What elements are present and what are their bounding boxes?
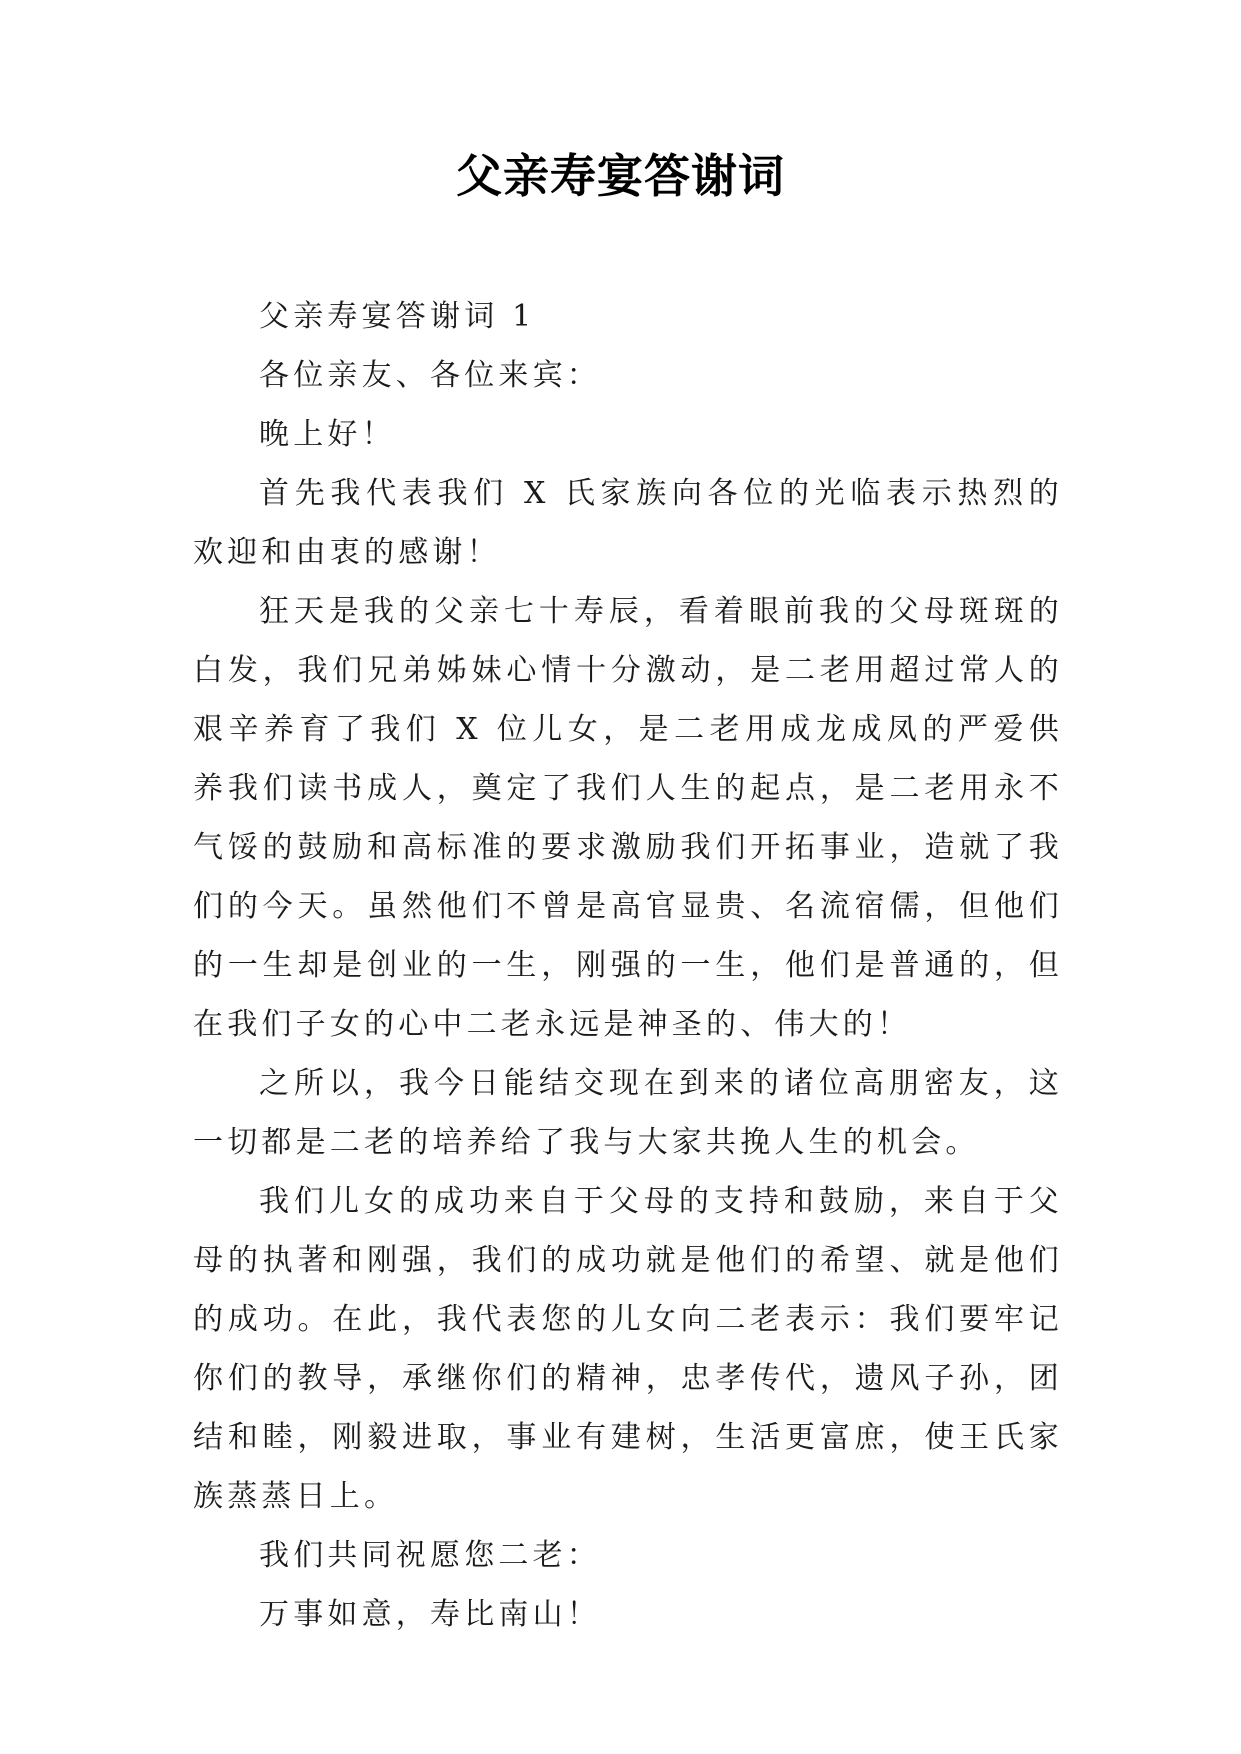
paragraph-welcome: 首先我代表我们 X 氏家族向各位的光临表示热烈的欢迎和由衷的感谢！ [193, 476, 1063, 570]
paragraph-gratitude: 狂天是我的父亲七十寿辰，看着眼前我的父母斑斑的白发，我们兄弟姊妹心情十分激动，是二老用超过常人的艰辛养育了我们 X 位儿女，是二老用成龙成凤的严爱供养我们读书成人，奠定了我们人生的起点，是二老用永不气馁的鼓励和高标准的要求激励我们开拓事业，造就了我们的今天。虽然他们不曾是高官显贵、名流宿儒，但他们的一生却是创业的一生，刚强的一生，他们是普通的，但在我们子女的心中二老永远是神圣的、伟大的！ [193, 594, 1063, 1042]
section-heading: 父亲寿宴答谢词 1 [259, 299, 536, 334]
paragraph-wish-intro: 我们共同祝愿您二老： [259, 1538, 601, 1573]
document-title: 父亲寿宴答谢词 [456, 149, 785, 203]
paragraph-friends: 之所以，我今日能结交现在到来的诸位高朋密友，这一切都是二老的培养给了我与大家共挽人生的机会。 [193, 1066, 1063, 1160]
salutation: 各位亲友、各位来宾： [259, 358, 601, 393]
paragraph-wish: 万事如意，寿比南山！ [259, 1597, 601, 1632]
document-body [193, 287, 1063, 1644]
paragraph-pledge: 我们儿女的成功来自于父母的支持和鼓励，来自于父母的执著和刚强，我们的成功就是他们的希望、就是他们的成功。在此，我代表您的儿女向二老表示：我们要牢记你们的教导，承继你们的精神，忠孝传代，遗风子孙，团结和睦，刚毅进取，事业有建树，生活更富庶，使王氏家族蒸蒸日上。 [193, 1184, 1063, 1514]
greeting: 晚上好！ [259, 417, 396, 452]
